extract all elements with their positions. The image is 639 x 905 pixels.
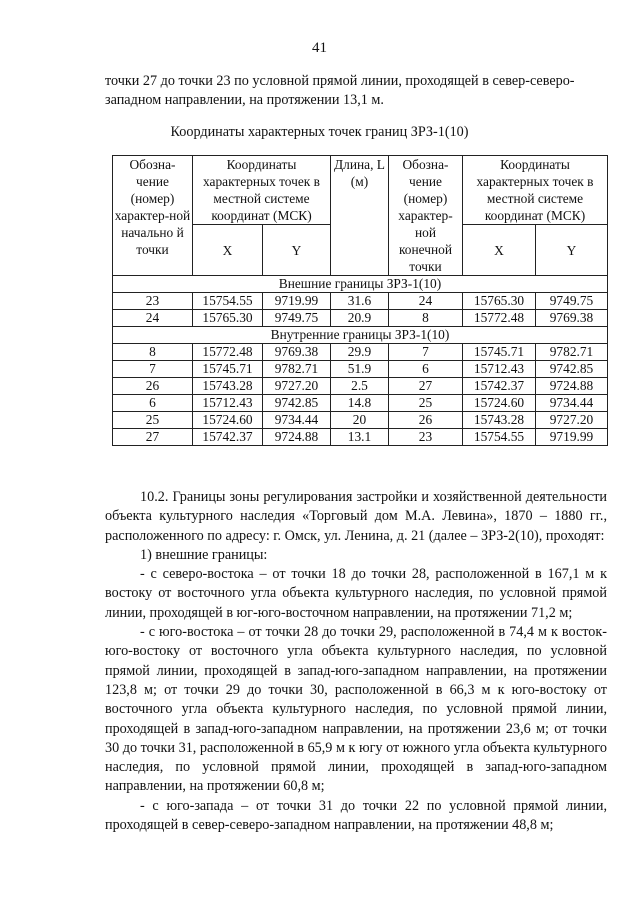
cell: 9734.44 [536,395,608,412]
section-row-outer [113,276,608,293]
table-row [113,361,608,378]
cell: 25 [389,395,463,412]
cell: 8 [389,310,463,327]
cell: 15724.60 [463,395,536,412]
cell: 23 [389,429,463,446]
cell: 9727.20 [536,412,608,429]
northeast-paragraph: - с северо-востока – от точки 18 до точки 28, расположенной в 167,1 м к востоку от восточного угла объекта культурного наследия, по условной прямой линии, проходящей в юг-юго-восточном направлении, на протяжении 71,2 м; [105,566,607,621]
cell: 9724.88 [263,429,331,446]
table-header-row [113,156,608,225]
cell: 26 [113,378,193,395]
cell: 26 [389,412,463,429]
cell: 23 [113,293,193,310]
cell: 15742.37 [193,429,263,446]
cell: 20 [331,412,389,429]
cell: 8 [113,344,193,361]
cell: 15742.37 [463,378,536,395]
cell: 20.9 [331,310,389,327]
section-10-2-paragraph: 10.2. Границы зоны регулирования застройки и хозяйственной деятельности объекта культурного наследия «Торговый дом М.А. Левина», 1870 – 1880 гг., расположенного по адресу: г. Омск, ул. Ленина, д. 21 (далее – ЗРЗ-2(10), проходят: [105,489,607,544]
cell: 15765.30 [193,310,263,327]
cell: 15772.48 [193,344,263,361]
cell: 31.6 [331,293,389,310]
table-row [113,310,608,327]
table-row [113,412,608,429]
header-coords-end: Координаты характерных точек в местной системе координат (МСК) [463,156,608,225]
cell: 24 [113,310,193,327]
cell: 9727.20 [263,378,331,395]
cell: 15765.30 [463,293,536,310]
table-row [113,378,608,395]
header-length: Длина, L (м) [331,156,389,276]
cell: 9719.99 [263,293,331,310]
cell: 15745.71 [193,361,263,378]
cell: 25 [113,412,193,429]
cell: 14.8 [331,395,389,412]
coordinates-table [112,155,608,446]
cell: 9782.71 [536,344,608,361]
cell: 15745.71 [463,344,536,361]
table-row [113,429,608,446]
cell: 15754.55 [463,429,536,446]
header-x-start: X [193,225,263,276]
cell: 6 [113,395,193,412]
header-y-start: Y [263,225,331,276]
cell: 27 [113,429,193,446]
cell: 15724.60 [193,412,263,429]
cell: 9734.44 [263,412,331,429]
cell: 6 [389,361,463,378]
section-row-inner [113,327,608,344]
header-end-point: Обозна-чение (номер) характер-ной конечной точки [389,156,463,276]
southwest-paragraph: - с юго-запада – от точки 31 до точки 22 по условной прямой линии, проходящей в север-северо-западном направлении, на протяжении 48,8 м; [105,797,607,834]
cell: 9749.75 [536,293,608,310]
cell: 24 [389,293,463,310]
cell: 9719.99 [536,429,608,446]
body-text [105,488,607,835]
table-row [113,293,608,310]
cell: 51.9 [331,361,389,378]
cell: 15772.48 [463,310,536,327]
cell: 2.5 [331,378,389,395]
cell: 15743.28 [193,378,263,395]
cell: 7 [389,344,463,361]
cell: 15754.55 [193,293,263,310]
cell: 13.1 [331,429,389,446]
header-y-end: Y [536,225,608,276]
cell: 9769.38 [263,344,331,361]
table-row [113,395,608,412]
cell: 9724.88 [536,378,608,395]
cell: 7 [113,361,193,378]
table-title: Координаты характерных точек границ ЗРЗ-1(10) [170,124,469,140]
cell: 9742.85 [263,395,331,412]
header-x-end: X [463,225,536,276]
cell: 9749.75 [263,310,331,327]
section-inner-label: Внутренние границы ЗРЗ-1(10) [113,327,608,344]
header-coords-start: Координаты характерных точек в местной системе координат (МСК) [193,156,331,225]
cell: 29.9 [331,344,389,361]
cell: 15712.43 [193,395,263,412]
page-number: 41 [312,40,327,56]
cell: 15743.28 [463,412,536,429]
cell: 15712.43 [463,361,536,378]
outer-boundaries-label: 1) внешние границы: [140,546,268,563]
cell: 27 [389,378,463,395]
cell: 9769.38 [536,310,608,327]
header-start-point: Обозна-чение (номер) характер-ной начально й точки [113,156,193,276]
southeast-paragraph: - с юго-востока – от точки 28 до точки 29, расположенной в 74,4 м к восток-юго-востоку от восточного угла объекта культурного наследия, по условной прямой линии, проходящей в запад-юго-западном направлении, на протяжении 123,8 м; от точки 29 до точки 30, расположенной в 66,3 м к юго-востоку от восточного угла объекта культурного наследия, по условной прямой линии, проходящей в запад-юго-западном направлении, на протяжении 23,6 м; от точки 30 до точки 31, расположенной в 65,9 м к югу от южного угла объекта культурного наследия, по условной прямой линии, проходящей в запад-юго-западном направлении, на протяжении 60,8 м; [105,624,607,795]
cell: 9782.71 [263,361,331,378]
intro-paragraph: точки 27 до точки 23 по условной прямой линии, проходящей в север-северо-западном направлении, на протяжении 13,1 м. [105,73,575,108]
section-outer-label: Внешние границы ЗРЗ-1(10) [113,276,608,293]
table-row [113,344,608,361]
cell: 9742.85 [536,361,608,378]
